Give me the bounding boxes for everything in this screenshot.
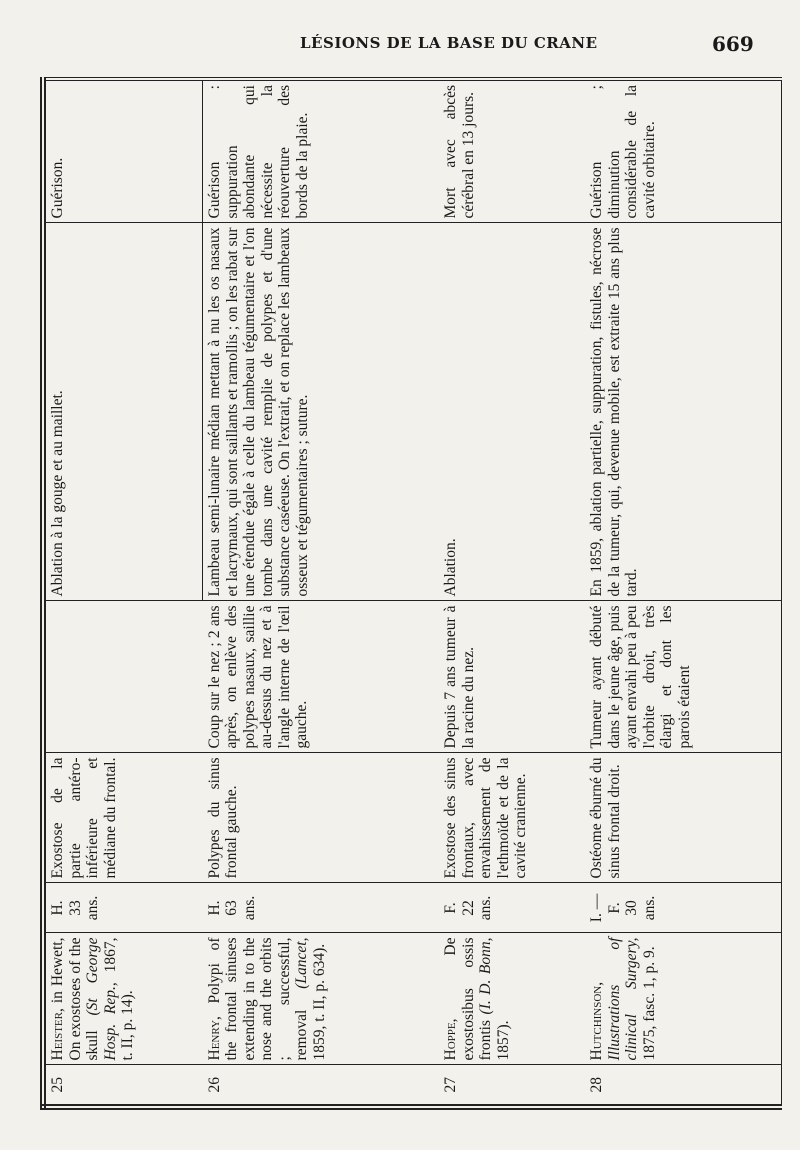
case-antecedents [43,601,203,753]
case-operation: Ablation à la gouge et au maillet. [43,223,203,601]
case-nature: Exostose de la partie antéro-inférieure et médiane du frontal. [43,753,203,883]
case-reference [439,933,585,1065]
case-sex-age [203,883,440,933]
case-nature: Polypes du sinus frontal gauche. [203,753,440,883]
case-number: 28 [585,1065,782,1107]
table-row [43,79,203,1107]
reference-tail: 1857). [494,1020,512,1061]
case-reference [203,933,440,1065]
case-result: Guérison ; diminution considérable de la cavité orbitaire. [585,79,782,223]
case-operation: Ablation. [439,223,585,601]
case-antecedents: Depuis 7 ans tumeur à la racine du nez. [439,601,585,753]
case-sex: H. [49,900,66,916]
reference-text: Polypi of the frontal sinuses extending in to the nose and the orbits ; successful, removal [205,937,310,1061]
running-title: LÉSIONS DE LA BASE DU CRANE [300,34,598,52]
reference-author: Hoppe, [442,1018,459,1061]
case-result: Guérison. [43,79,203,223]
page-header [0,0,800,70]
case-antecedents: Coup sur le nez ; 2 ans après, on enlève des polypes nasaux, saillie au-dessus du nez et à l'angle interne de l'œil gauche. [203,601,440,753]
reference-journal: (I. D. Bonn, [477,937,494,1015]
reference-text: in Hewett, On exostoses of the skull [49,937,101,1061]
reference-tail: 1875, fasc. 1, p. 9. [640,946,658,1061]
case-nature: Ostéome éburné du sinus frontal droit. [585,753,782,883]
case-age: 33 ans. [66,895,101,921]
case-age: 63 ans. [223,895,258,921]
case-operation: En 1859, ablation partielle, suppuration, fistules, nécrose de la tumeur, qui, devenue mobile, est extraite 15 ans plus tard. [585,223,782,601]
table-row [439,79,585,1107]
case-number: 26 [203,1065,440,1107]
reference-journal: (St George Hosp. Rep., [84,937,119,1061]
case-age: 30 ans. [623,895,658,921]
case-reference [43,933,203,1065]
case-result: Mort avec abcès cérébral en 13 jours. [439,79,585,223]
reference-journal: (Lancet, [293,937,310,989]
case-sex-age [43,883,203,933]
case-number: 25 [43,1065,203,1107]
case-table [40,82,750,1110]
case-antecedents: Tumeur ayant débuté dans le jeune âge, puis ayant envahi peu à peu l'orbite droit, très élargi et dont les parois étaient [585,601,782,753]
reference-tail: 1859, t. II, p. 634). [310,943,328,1061]
page-number: 669 [712,32,754,56]
case-number: 27 [439,1065,585,1107]
reference-tail: 1867, t. II, p. 14). [101,937,136,1061]
reference-author: Henry, [205,1016,223,1061]
case-operation: Lambeau semi-lunaire médian mettant à nu les os nasaux et lacrymaux, qui sont saillants et ramollis ; on les rabat sur une étendue égale à celle du lambeau tégumentaire et l'on tombe dans une cavité remplie de polypes et d'une substance caséeuse. On l'extrait, et on replace les lambeaux osseux et tégumentaires ; suture. [203,223,440,601]
case-nature: Exostose des sinus frontaux, avec envahissement de l'ethmoïde et de la cavité cranienne. [439,753,585,883]
table-row [203,79,440,1107]
case-sex-age [439,883,585,933]
case-age: 22 ans. [459,895,494,921]
case-sex: I. — F. [588,893,623,923]
table-row [585,79,782,1107]
reference-author: Hutchinson, [588,981,605,1061]
reference-journal: Illustrations of clinical Surgery, [605,937,640,1061]
case-sex: H. [205,900,223,916]
case-reference [585,933,782,1065]
case-sex-age [585,883,782,933]
case-sex: F. [442,902,459,914]
reference-text: De exostosibus ossis frontis [442,937,494,1061]
case-result: Guérison : suppuration abondante qui nécessite la réouverture des bords de la plaie. [203,79,440,223]
reference-author: Heister, [49,1008,66,1061]
